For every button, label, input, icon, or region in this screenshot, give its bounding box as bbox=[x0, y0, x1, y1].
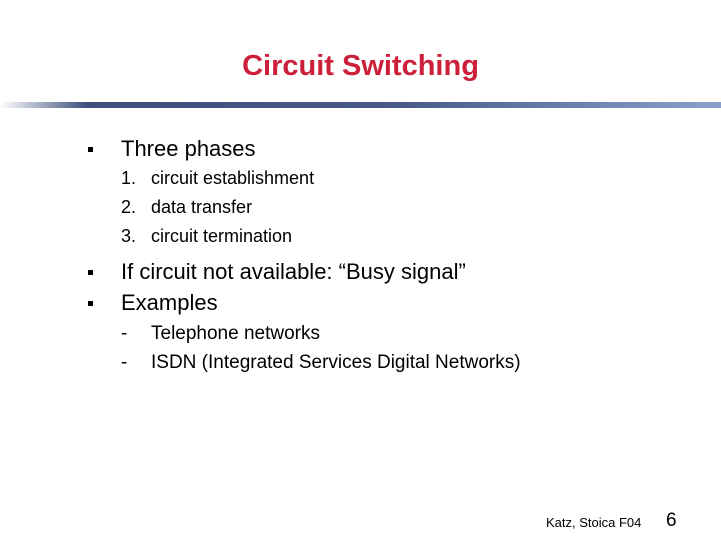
list-item: circuit termination bbox=[151, 226, 293, 246]
list-item: ISDN (Integrated Services Digital Networks) bbox=[151, 352, 521, 373]
bullet-three-phases: Three phases bbox=[121, 136, 256, 161]
footer-credit: Katz, Stoica F04 bbox=[546, 515, 642, 530]
list-marker: 1. bbox=[121, 168, 137, 188]
list-item: Telephone networks bbox=[151, 323, 320, 344]
bullet-square-icon bbox=[88, 147, 93, 152]
bullet-square-icon bbox=[88, 270, 93, 275]
list-item: data transfer bbox=[151, 197, 253, 217]
bullet-busy-signal: If circuit not available: “Busy signal” bbox=[121, 259, 466, 284]
slide-title: Circuit Switching bbox=[242, 50, 479, 82]
bullet-square-icon bbox=[88, 301, 93, 306]
bullet-examples: Examples bbox=[121, 290, 218, 315]
title-divider bbox=[0, 102, 721, 108]
list-marker: - bbox=[121, 352, 128, 373]
list-marker: 3. bbox=[121, 226, 137, 246]
list-marker: - bbox=[121, 323, 128, 344]
list-item: circuit establishment bbox=[151, 168, 315, 188]
page-number: 6 bbox=[666, 510, 677, 531]
list-marker: 2. bbox=[121, 197, 137, 217]
